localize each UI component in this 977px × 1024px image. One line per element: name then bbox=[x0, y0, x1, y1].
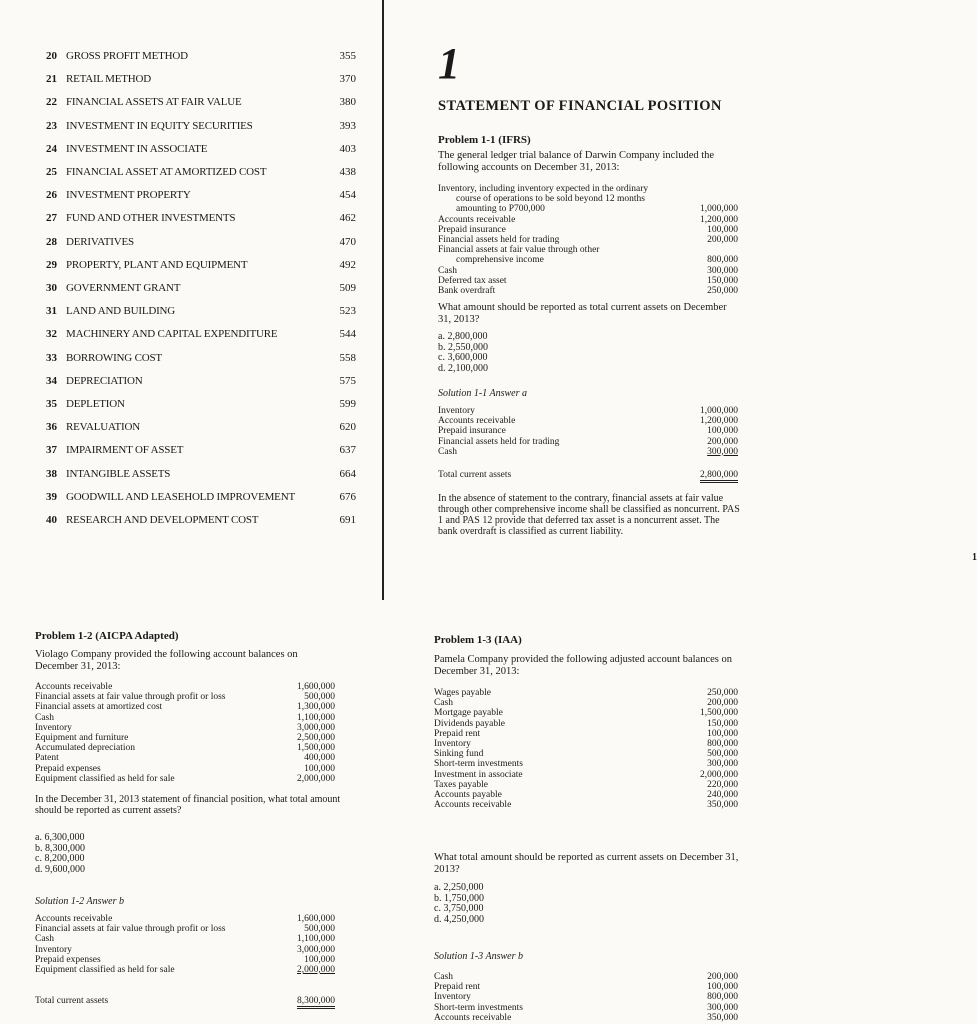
total-label: Total current assets bbox=[35, 996, 109, 1006]
toc-number: 32 bbox=[46, 328, 57, 341]
account-amount: 1,500,000 bbox=[297, 743, 335, 754]
toc-number: 40 bbox=[46, 514, 57, 526]
answer-choice: b. 1,750,000 bbox=[434, 892, 484, 904]
account-amount: 350,000 bbox=[707, 800, 738, 811]
toc-row bbox=[46, 236, 356, 254]
account-label: Prepaid rent bbox=[434, 728, 481, 739]
account-amount: 250,000 bbox=[707, 688, 738, 698]
account-row bbox=[434, 729, 738, 739]
account-amount: 3,000,000 bbox=[297, 944, 335, 955]
toc-number: 22 bbox=[46, 96, 57, 109]
problem-intro: Pamela Company provided the following adjusted account balances on December 31, 2013: bbox=[434, 654, 733, 677]
solution-total bbox=[438, 470, 738, 480]
account-label: Prepaid insurance bbox=[438, 426, 506, 437]
solution-total bbox=[35, 996, 335, 1006]
account-amount: 1,100,000 bbox=[297, 712, 335, 723]
account-amount: 2,000,000 bbox=[297, 964, 335, 975]
account-row bbox=[438, 225, 738, 235]
toc-page-number: 380 bbox=[339, 96, 356, 109]
account-label: Taxes payable bbox=[434, 779, 488, 790]
toc-number: 31 bbox=[46, 305, 57, 318]
account-amount: 200,000 bbox=[707, 234, 738, 245]
toc-title: GOVERNMENT GRANT bbox=[66, 282, 181, 294]
account-amount: 100,000 bbox=[707, 426, 738, 437]
total-amount: 8,300,000 bbox=[297, 996, 335, 1009]
toc-number: 35 bbox=[46, 398, 57, 410]
account-label: Accounts receivable bbox=[35, 914, 113, 924]
account-amount: 250,000 bbox=[707, 285, 738, 296]
answer-choice: c. 8,200,000 bbox=[35, 853, 85, 864]
account-row bbox=[35, 945, 335, 955]
problem-1-3-page bbox=[384, 600, 768, 1024]
account-amount: 1,500,000 bbox=[700, 708, 738, 719]
toc-title: INVESTMENT PROPERTY bbox=[66, 189, 191, 202]
toc-title: GROSS PROFIT METHOD bbox=[66, 50, 188, 62]
account-row bbox=[438, 286, 738, 296]
toc-title: DEPRECIATION bbox=[66, 374, 143, 387]
account-row bbox=[35, 713, 335, 723]
toc-page-number: 691 bbox=[339, 514, 356, 526]
problem-intro: Violago Company provided the following account balances on December 31, 2013: bbox=[35, 649, 298, 672]
account-label: Financial assets held for trading bbox=[438, 436, 560, 447]
answer-choice: b. 2,550,000 bbox=[438, 341, 488, 353]
account-amount: 300,000 bbox=[707, 265, 738, 276]
account-row bbox=[434, 790, 738, 800]
account-label: Accounts receivable bbox=[438, 416, 516, 427]
problem-question: In the December 31, 2013 statement of financial position, what total amount should be reported as current assets? bbox=[35, 794, 341, 816]
toc-title: INTANGIBLE ASSETS bbox=[66, 467, 171, 480]
toc-title: FINANCIAL ASSET AT AMORTIZED COST bbox=[66, 166, 267, 178]
toc-title: FINANCIAL ASSETS AT FAIR VALUE bbox=[66, 96, 242, 109]
account-amount: 100,000 bbox=[707, 728, 738, 739]
account-label: Inventory bbox=[35, 944, 72, 955]
total-label: Total current assets bbox=[438, 470, 512, 480]
account-amount: 2,000,000 bbox=[700, 769, 738, 780]
page-number: 1 bbox=[972, 552, 977, 563]
account-amount: 1,000,000 bbox=[700, 204, 738, 215]
toc-number: 27 bbox=[46, 212, 57, 225]
toc-title: INVESTMENT IN ASSOCIATE bbox=[66, 142, 208, 155]
toc-page-number: 462 bbox=[339, 212, 356, 225]
account-label: Accounts receivable bbox=[434, 800, 512, 811]
chapter-number: 1 bbox=[438, 39, 460, 88]
toc-page-number: 393 bbox=[339, 119, 356, 132]
account-label: Bank overdraft bbox=[438, 285, 496, 296]
account-row bbox=[434, 780, 738, 790]
account-amount: 500,000 bbox=[304, 924, 335, 935]
account-row bbox=[434, 749, 738, 759]
account-label: Inventory bbox=[35, 722, 72, 733]
account-amount: 2,000,000 bbox=[297, 773, 335, 784]
toc-page-number: 454 bbox=[339, 189, 356, 202]
problem-question: What amount should be reported as total current assets on December 31, 2013? bbox=[438, 302, 727, 325]
account-amount: 1,300,000 bbox=[297, 702, 335, 713]
account-row bbox=[438, 194, 738, 204]
account-row bbox=[35, 743, 335, 753]
toc-row bbox=[46, 468, 356, 486]
account-amount: 800,000 bbox=[707, 992, 738, 1003]
toc-title: IMPAIRMENT OF ASSET bbox=[66, 444, 184, 457]
toc-number: 26 bbox=[46, 189, 57, 202]
account-label: Prepaid expenses bbox=[35, 954, 101, 965]
answer-choice: d. 9,600,000 bbox=[35, 863, 85, 875]
account-amount: 200,000 bbox=[707, 436, 738, 447]
account-amount: 3,000,000 bbox=[297, 722, 335, 733]
account-amount: 1,100,000 bbox=[297, 934, 335, 945]
chapter-title: STATEMENT OF FINANCIAL POSITION bbox=[438, 98, 722, 114]
account-label: Cash bbox=[35, 934, 54, 945]
account-row bbox=[35, 723, 335, 733]
answer-choice: d. 2,100,000 bbox=[438, 362, 488, 374]
account-label: Inventory bbox=[434, 738, 471, 749]
account-amount: 500,000 bbox=[304, 692, 335, 703]
toc-row bbox=[46, 514, 356, 532]
account-row bbox=[35, 914, 335, 924]
account-label: Inventory bbox=[438, 406, 475, 416]
account-row bbox=[434, 739, 738, 749]
account-amount: 300,000 bbox=[707, 446, 738, 457]
toc-page bbox=[0, 0, 384, 600]
toc-number: 39 bbox=[46, 490, 57, 503]
account-list bbox=[438, 184, 738, 296]
answer-choices bbox=[438, 332, 488, 374]
account-row bbox=[35, 965, 335, 975]
account-amount: 150,000 bbox=[707, 275, 738, 286]
total-amount: 2,800,000 bbox=[700, 470, 738, 483]
account-amount: 800,000 bbox=[707, 738, 738, 749]
toc-row bbox=[46, 305, 356, 323]
account-label: Investment in associate bbox=[434, 769, 523, 780]
toc-title: PROPERTY, PLANT AND EQUIPMENT bbox=[66, 258, 248, 271]
account-row bbox=[434, 972, 738, 982]
account-label: Short-term investments bbox=[434, 759, 523, 770]
account-row bbox=[35, 692, 335, 702]
account-row bbox=[434, 982, 738, 992]
account-label: Financial assets held for trading bbox=[438, 234, 560, 245]
account-amount: 150,000 bbox=[707, 718, 738, 729]
account-amount: 300,000 bbox=[707, 759, 738, 770]
account-row bbox=[438, 235, 738, 245]
toc-row bbox=[46, 328, 356, 346]
account-label: Inventory bbox=[434, 992, 471, 1003]
toc-number: 38 bbox=[46, 467, 57, 480]
toc-title: FUND AND OTHER INVESTMENTS bbox=[66, 212, 236, 225]
account-list bbox=[434, 688, 738, 810]
problem-intro: The general ledger trial balance of Darwin Company included the following accounts on December 31, 2013: bbox=[438, 150, 715, 173]
toc-title: GOODWILL AND LEASEHOLD IMPROVEMENT bbox=[66, 490, 295, 503]
toc-number: 23 bbox=[46, 119, 57, 132]
toc-row bbox=[46, 352, 356, 370]
account-amount: 100,000 bbox=[707, 982, 738, 993]
account-row bbox=[438, 437, 738, 447]
toc-page-number: 558 bbox=[339, 351, 356, 364]
account-amount: 2,500,000 bbox=[297, 732, 335, 743]
answer-choice: a. 2,250,000 bbox=[434, 882, 484, 893]
answer-choices bbox=[434, 883, 484, 925]
answer-choice: b. 8,300,000 bbox=[35, 842, 85, 854]
problem-title: Problem 1-3 (IAA) bbox=[434, 634, 522, 646]
account-amount: 800,000 bbox=[707, 255, 738, 266]
toc-number: 25 bbox=[46, 166, 57, 178]
solution-title: Solution 1-1 Answer a bbox=[438, 388, 527, 399]
account-label: Sinking fund bbox=[434, 749, 484, 760]
toc-row bbox=[46, 259, 356, 277]
account-row bbox=[434, 698, 738, 708]
account-amount: 1,200,000 bbox=[700, 214, 738, 225]
problem-title: Problem 1-2 (AICPA Adapted) bbox=[35, 630, 179, 642]
account-row bbox=[434, 688, 738, 698]
account-row bbox=[438, 245, 738, 255]
toc-page-number: 403 bbox=[339, 142, 356, 155]
account-label: comprehensive income bbox=[456, 255, 544, 266]
account-row bbox=[35, 955, 335, 965]
toc-row bbox=[46, 73, 356, 91]
account-row bbox=[434, 770, 738, 780]
toc-page-number: 544 bbox=[339, 328, 356, 341]
account-amount: 400,000 bbox=[304, 753, 335, 764]
account-row bbox=[438, 416, 738, 426]
toc-page-number: 575 bbox=[339, 374, 356, 387]
account-amount: 200,000 bbox=[707, 698, 738, 709]
account-label: Wages payable bbox=[434, 688, 491, 698]
account-row bbox=[434, 1003, 738, 1013]
account-row bbox=[438, 266, 738, 276]
toc-number: 34 bbox=[46, 374, 57, 387]
account-label: Cash bbox=[438, 265, 457, 276]
problem-question: What total amount should be reported as current assets on December 31, 2013? bbox=[434, 852, 739, 875]
account-row bbox=[438, 276, 738, 286]
toc-page-number: 664 bbox=[339, 467, 356, 480]
account-label: Deferred tax asset bbox=[438, 275, 507, 286]
account-row bbox=[438, 426, 738, 436]
toc-number: 37 bbox=[46, 444, 57, 457]
toc-title: BORROWING COST bbox=[66, 351, 162, 364]
toc-page-number: 637 bbox=[339, 444, 356, 457]
account-row bbox=[438, 406, 738, 416]
toc-title: RESEARCH AND DEVELOPMENT COST bbox=[66, 514, 259, 526]
account-row bbox=[434, 1013, 738, 1023]
problem-1-2-page bbox=[0, 600, 384, 1024]
account-row bbox=[434, 708, 738, 718]
toc-row bbox=[46, 50, 356, 68]
toc-title: DERIVATIVES bbox=[66, 235, 134, 248]
toc-title: MACHINERY AND CAPITAL EXPENDITURE bbox=[66, 328, 278, 341]
account-label: Accounts receivable bbox=[438, 214, 516, 225]
account-amount: 300,000 bbox=[707, 1002, 738, 1013]
account-label: Cash bbox=[434, 698, 453, 709]
toc-number: 24 bbox=[46, 142, 57, 155]
solution-list bbox=[35, 914, 335, 975]
account-row bbox=[434, 800, 738, 810]
account-amount: 220,000 bbox=[707, 779, 738, 790]
toc-number: 28 bbox=[46, 235, 57, 248]
toc-row bbox=[46, 491, 356, 509]
chapter-page bbox=[384, 0, 977, 600]
toc-page-number: 620 bbox=[339, 421, 356, 434]
toc-row bbox=[46, 143, 356, 161]
account-label: Financial assets at fair value through profit or loss bbox=[35, 924, 226, 935]
problem-title: Problem 1-1 (IFRS) bbox=[438, 134, 531, 146]
account-label: Financial assets at fair value through profit or loss bbox=[35, 692, 226, 703]
account-row bbox=[434, 992, 738, 1002]
account-amount: 1,600,000 bbox=[297, 682, 335, 692]
account-row bbox=[35, 774, 335, 784]
toc-page-number: 370 bbox=[339, 73, 356, 86]
toc-page-number: 599 bbox=[339, 398, 356, 410]
toc-page-number: 523 bbox=[339, 305, 356, 318]
account-label: Cash bbox=[438, 446, 457, 457]
account-label: Cash bbox=[434, 972, 453, 982]
answer-choices bbox=[35, 833, 85, 875]
account-label: amounting to P700,000 bbox=[456, 204, 545, 215]
toc-number: 20 bbox=[46, 50, 57, 62]
account-label: Prepaid insurance bbox=[438, 224, 506, 235]
answer-choice: d. 4,250,000 bbox=[434, 913, 484, 925]
account-row bbox=[35, 934, 335, 944]
toc-row bbox=[46, 398, 356, 416]
solution-list bbox=[434, 972, 738, 1023]
toc-page-number: 438 bbox=[339, 166, 356, 178]
account-label: course of operations to be sold beyond 12 months bbox=[456, 194, 645, 205]
toc-page-number: 355 bbox=[339, 50, 356, 62]
account-label: Equipment classified as held for sale bbox=[35, 964, 175, 975]
account-label: Dividends payable bbox=[434, 718, 505, 729]
toc-row bbox=[46, 444, 356, 462]
account-row bbox=[438, 184, 738, 194]
answer-choice: c. 3,600,000 bbox=[438, 352, 488, 363]
account-amount: 240,000 bbox=[707, 789, 738, 800]
toc-number: 36 bbox=[46, 421, 57, 434]
toc-number: 29 bbox=[46, 258, 57, 271]
account-amount: 100,000 bbox=[304, 763, 335, 774]
account-row bbox=[434, 719, 738, 729]
account-label: Inventory, including inventory expected in the ordinary bbox=[438, 184, 649, 194]
answer-choice: c. 3,750,000 bbox=[434, 903, 484, 914]
account-label: Prepaid expenses bbox=[35, 763, 101, 774]
account-row bbox=[438, 204, 738, 214]
account-row bbox=[35, 702, 335, 712]
toc-title: LAND AND BUILDING bbox=[66, 305, 176, 318]
toc-title: RETAIL METHOD bbox=[66, 73, 152, 86]
answer-choice: a. 6,300,000 bbox=[35, 832, 85, 843]
account-label: Equipment classified as held for sale bbox=[35, 773, 175, 784]
account-row bbox=[438, 215, 738, 225]
account-label: Prepaid rent bbox=[434, 982, 481, 993]
account-label: Accounts receivable bbox=[434, 1012, 512, 1023]
account-amount: 500,000 bbox=[707, 749, 738, 760]
toc-row bbox=[46, 421, 356, 439]
account-row bbox=[35, 753, 335, 763]
account-label: Cash bbox=[35, 712, 54, 723]
toc-row bbox=[46, 96, 356, 114]
toc-row bbox=[46, 120, 356, 138]
account-label: Equipment and furniture bbox=[35, 732, 129, 743]
account-label: Patent bbox=[35, 753, 59, 764]
account-label: Financial assets at amortized cost bbox=[35, 702, 163, 713]
solution-note: In the absence of statement to the contrary, financial assets at fair value through other comprehensive income shall be classified as noncurrent. PAS 1 and PAS 12 provide that deferred tax asset is a noncurrent asset. The bank overdraft is classified as current liability. bbox=[438, 493, 740, 537]
account-amount: 1,600,000 bbox=[297, 914, 335, 924]
account-row bbox=[434, 759, 738, 769]
account-list bbox=[35, 682, 335, 784]
solution-title: Solution 1-3 Answer b bbox=[434, 951, 523, 962]
account-row bbox=[35, 764, 335, 774]
toc-row bbox=[46, 212, 356, 230]
account-amount: 350,000 bbox=[707, 1012, 738, 1023]
account-label: Financial assets at fair value through other bbox=[438, 245, 600, 256]
toc-page-number: 676 bbox=[339, 490, 356, 503]
toc-title: REVALUATION bbox=[66, 421, 140, 434]
account-label: Accounts receivable bbox=[35, 682, 113, 692]
account-row bbox=[35, 682, 335, 692]
solution-title: Solution 1-2 Answer b bbox=[35, 896, 124, 907]
account-label: Accounts payable bbox=[434, 789, 502, 800]
account-row bbox=[35, 924, 335, 934]
toc-number: 21 bbox=[46, 73, 57, 86]
account-amount: 100,000 bbox=[304, 954, 335, 965]
toc-page-number: 470 bbox=[339, 235, 356, 248]
account-row bbox=[438, 447, 738, 457]
toc-row bbox=[46, 189, 356, 207]
account-amount: 1,200,000 bbox=[700, 416, 738, 427]
account-amount: 100,000 bbox=[707, 224, 738, 235]
toc-row bbox=[46, 166, 356, 184]
account-row bbox=[35, 733, 335, 743]
toc-number: 33 bbox=[46, 351, 57, 364]
solution-list bbox=[438, 406, 738, 457]
toc-title: INVESTMENT IN EQUITY SECURITIES bbox=[66, 119, 253, 132]
account-label: Short-term investments bbox=[434, 1002, 523, 1013]
toc-page-number: 509 bbox=[339, 282, 356, 294]
toc-row bbox=[46, 375, 356, 393]
account-amount: 1,000,000 bbox=[700, 406, 738, 416]
toc-number: 30 bbox=[46, 282, 57, 294]
toc-page-number: 492 bbox=[339, 258, 356, 271]
answer-choice: a. 2,800,000 bbox=[438, 331, 488, 342]
account-label: Mortgage payable bbox=[434, 708, 503, 719]
account-amount: 200,000 bbox=[707, 972, 738, 982]
toc-title: DEPLETION bbox=[66, 398, 125, 410]
toc-row bbox=[46, 282, 356, 300]
account-row bbox=[438, 255, 738, 265]
account-label: Accumulated depreciation bbox=[35, 743, 135, 754]
